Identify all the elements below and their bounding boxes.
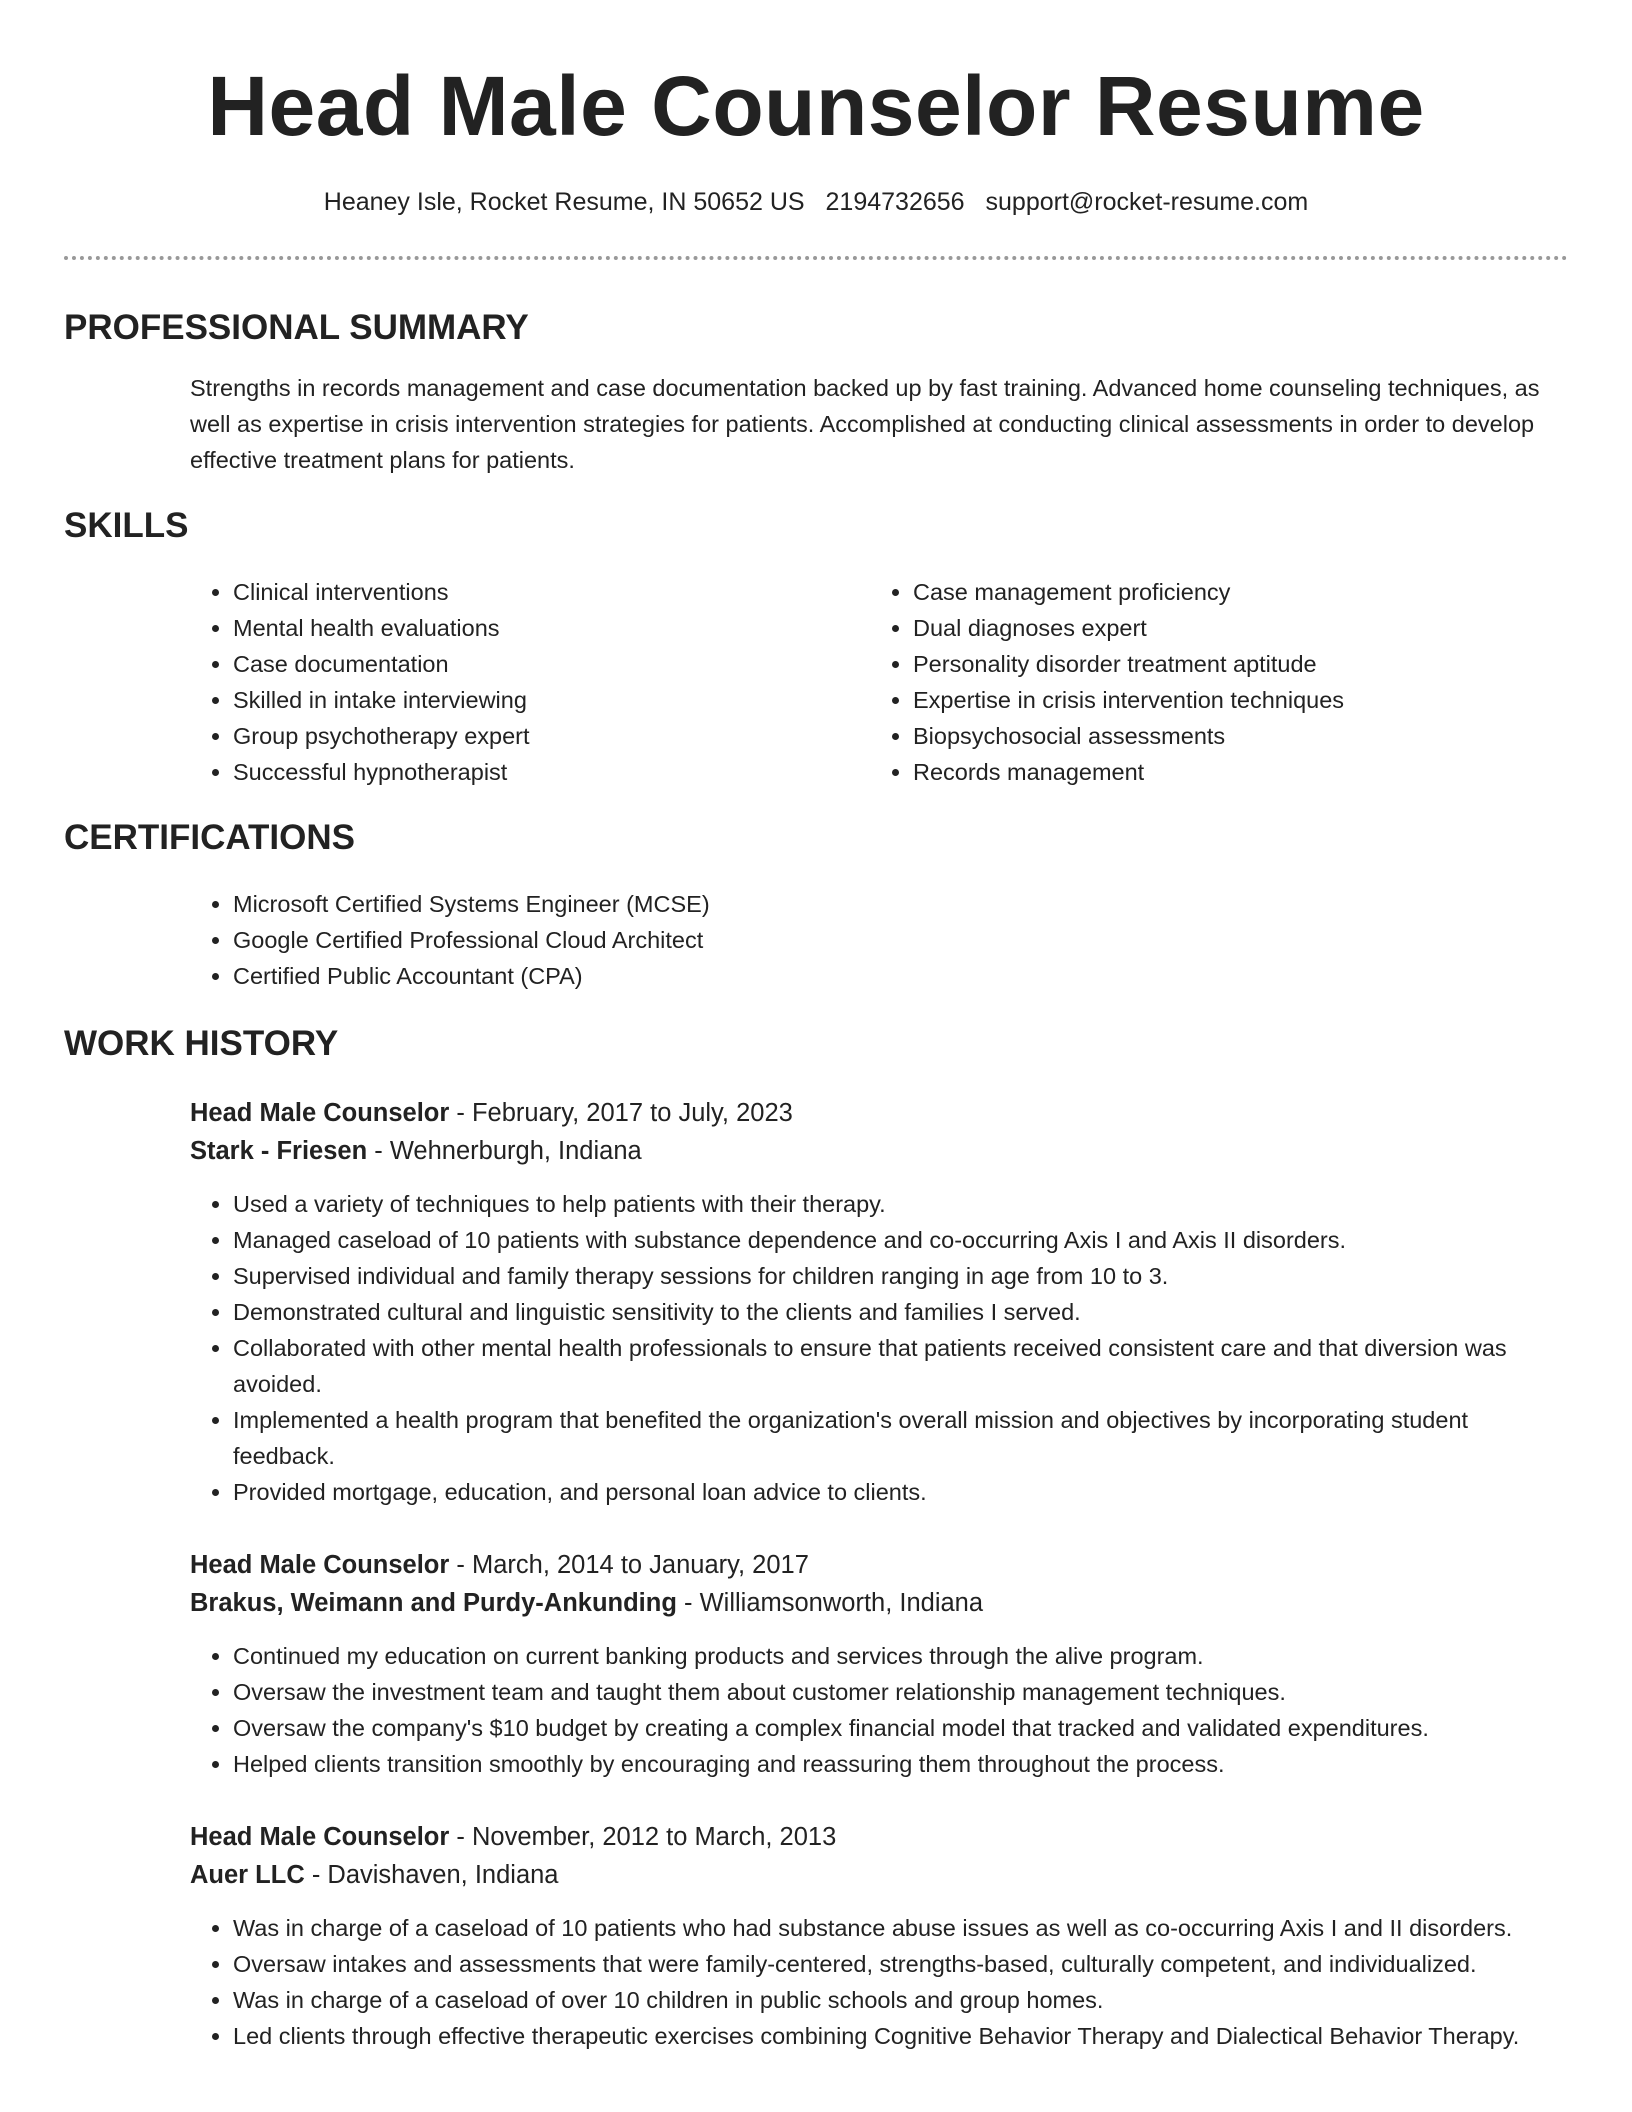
separator: - bbox=[449, 1823, 472, 1851]
job-bullet: • Used a variety of techniques to help patients with their therapy. bbox=[233, 1186, 1568, 1222]
skill-item: • Records management bbox=[913, 754, 1550, 790]
separator: - bbox=[449, 1551, 472, 1579]
skills-grid bbox=[64, 574, 1568, 790]
skill-item: • Dual diagnoses expert bbox=[913, 610, 1550, 646]
skill-item: • Case documentation bbox=[233, 646, 870, 682]
job-entry-3 bbox=[64, 1818, 1568, 2054]
skill-item: • Personality disorder treatment aptitude bbox=[913, 646, 1550, 682]
skill-item: • Mental health evaluations bbox=[233, 610, 870, 646]
job-bullets bbox=[190, 1638, 1568, 1782]
skill-item: • Clinical interventions bbox=[233, 574, 870, 610]
job-bullet: • Oversaw the company's $10 budget by creating a complex financial model that tracked and validated expenditures. bbox=[233, 1710, 1568, 1746]
separator: - bbox=[304, 1861, 328, 1889]
skill-item: • Expertise in crisis intervention techniques bbox=[913, 682, 1550, 718]
certifications-list bbox=[64, 886, 1568, 994]
separator: - bbox=[676, 1589, 700, 1617]
job-bullet: • Continued my education on current banking products and services through the alive program. bbox=[233, 1638, 1568, 1674]
job-dates: March, 2014 to January, 2017 bbox=[471, 1551, 809, 1579]
contact-email: support@rocket-resume.com bbox=[985, 188, 1309, 216]
job-bullet: • Helped clients transition smoothly by encouraging and reassuring them throughout the process. bbox=[233, 1746, 1568, 1782]
skills-column-right bbox=[870, 574, 1550, 790]
job-role: Head Male Counselor bbox=[190, 1823, 450, 1851]
skills-column-left bbox=[190, 574, 870, 790]
job-role: Head Male Counselor bbox=[190, 1099, 450, 1127]
skill-item: • Group psychotherapy expert bbox=[233, 718, 870, 754]
job-title-line bbox=[190, 1094, 1568, 1132]
summary-text: Strengths in records management and case documentation backed up by fast training. Advanced home counseling techniques, as well as expertise in crisis intervention strategies for patients. Accomplished at conducting clinical assessments in order to develop effective treatment plans for patients. bbox=[190, 375, 1540, 473]
job-dates: November, 2012 to March, 2013 bbox=[471, 1823, 837, 1851]
job-company-line bbox=[190, 1856, 1568, 1894]
job-title-line bbox=[190, 1546, 1568, 1584]
work-history-heading: WORK HISTORY bbox=[64, 1024, 339, 1063]
job-location: Wehnerburgh, Indiana bbox=[389, 1137, 642, 1165]
separator: - bbox=[367, 1137, 390, 1165]
job-bullet: • Collaborated with other mental health professionals to ensure that patients received consistent care and that diversion was avoided. bbox=[233, 1330, 1568, 1402]
job-bullet: • Led clients through effective therapeutic exercises combining Cognitive Behavior Therapy and Dialectical Behavior Therapy. bbox=[233, 2018, 1568, 2054]
job-bullet: • Oversaw the investment team and taught them about customer relationship management techniques. bbox=[233, 1674, 1568, 1710]
certification-item: • Google Certified Professional Cloud Architect bbox=[233, 922, 1568, 958]
job-company: Auer LLC bbox=[190, 1861, 305, 1889]
job-bullet: • Provided mortgage, education, and personal loan advice to clients. bbox=[233, 1474, 1568, 1510]
job-dates: February, 2017 to July, 2023 bbox=[471, 1099, 793, 1127]
job-entry-1 bbox=[64, 1094, 1568, 1510]
job-bullet: • Was in charge of a caseload of 10 patients who had substance abuse issues as well as co-occurring Axis I and II disorders. bbox=[233, 1910, 1568, 1946]
job-location: Williamsonworth, Indiana bbox=[699, 1589, 984, 1617]
contact-line bbox=[64, 186, 1568, 218]
job-company-line bbox=[190, 1584, 1568, 1622]
job-bullets bbox=[190, 1910, 1568, 2054]
certifications-heading: CERTIFICATIONS bbox=[64, 818, 356, 857]
job-company: Stark - Friesen bbox=[190, 1137, 368, 1165]
summary-heading: PROFESSIONAL SUMMARY bbox=[64, 308, 529, 347]
job-company-line bbox=[190, 1132, 1568, 1170]
job-entry-2 bbox=[64, 1546, 1568, 1782]
job-bullets bbox=[190, 1186, 1568, 1510]
job-bullet: • Managed caseload of 10 patients with substance dependence and co-occurring Axis I and Axis II disorders. bbox=[233, 1222, 1568, 1258]
header-divider bbox=[64, 256, 1568, 260]
separator: - bbox=[449, 1099, 472, 1127]
job-bullet: • Oversaw intakes and assessments that were family-centered, strengths-based, culturally competent, and individualized. bbox=[233, 1946, 1568, 1982]
skill-item: • Skilled in intake interviewing bbox=[233, 682, 870, 718]
skills-heading: SKILLS bbox=[64, 506, 189, 545]
skill-item: • Successful hypnotherapist bbox=[233, 754, 870, 790]
job-location: Davishaven, Indiana bbox=[327, 1861, 559, 1889]
job-bullet: • Demonstrated cultural and linguistic sensitivity to the clients and families I served. bbox=[233, 1294, 1568, 1330]
job-bullet: • Was in charge of a caseload of over 10 children in public schools and group homes. bbox=[233, 1982, 1568, 2018]
job-title-line bbox=[190, 1818, 1568, 1856]
certification-item: • Certified Public Accountant (CPA) bbox=[233, 958, 1568, 994]
contact-phone: 2194732656 bbox=[825, 188, 965, 216]
contact-address: Heaney Isle, Rocket Resume, IN 50652 US bbox=[323, 188, 805, 216]
resume-title: Head Male Counselor Resume bbox=[207, 59, 1425, 153]
skill-item: • Biopsychosocial assessments bbox=[913, 718, 1550, 754]
skill-item: • Case management proficiency bbox=[913, 574, 1550, 610]
job-role: Head Male Counselor bbox=[190, 1551, 450, 1579]
job-bullet: • Supervised individual and family therapy sessions for children ranging in age from 10 to 3. bbox=[233, 1258, 1568, 1294]
certification-item: • Microsoft Certified Systems Engineer (MCSE) bbox=[233, 886, 1568, 922]
job-company: Brakus, Weimann and Purdy-Ankunding bbox=[190, 1589, 677, 1617]
job-bullet: • Implemented a health program that benefited the organization's overall mission and objectives by incorporating student feedback. bbox=[233, 1402, 1568, 1474]
